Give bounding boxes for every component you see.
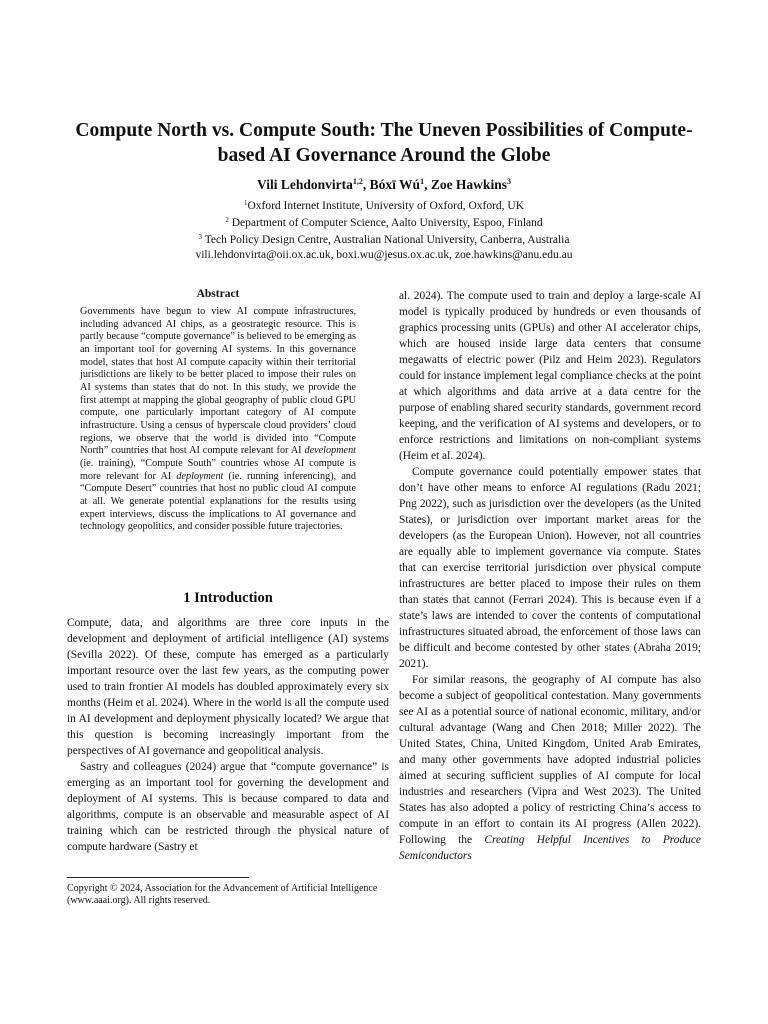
copyright-footnote: Copyright © 2024, Association for the Advancement of Artificial Intelligence (www.aaai.org). All rights reserved. [67,883,378,906]
affil-sup: 1 [243,199,248,207]
paragraph: al. 2024). The compute used to train and deploy a large-scale AI model is typically produced by hundreds or even thousands of graphics processing units (GPUs) and other AI accelerator chips, which are housed inside large data centers that consume megawatts of electric power (Pilz and Heim 2023). Regulators could for instance implement legal compliance checks at the point at which algorithms and data arrive at a data centre for the purpose of enabling shared security standards, government record keeping, and the verification of AI systems and developers, or to enforce restrictions and limitations on non-compliant systems (Heim et al. 2024). [399,290,701,462]
author-name: Vili Lehdonvirta [257,177,353,192]
affil-text: Department of Computer Science, Aalto University, Espoo, Finland [228,217,543,230]
abstract-text: (ie. running inferencing), and “Compute Desert” countries that host no public cloud AI compute at all. We generate potential explanations for the results using expert interviews, discuss the implications to AI governance and technology geopolitics, and consider possible future trajectories. [80,470,356,533]
abstract-emphasis: deployment [176,470,224,482]
abstract-body [80,306,356,534]
paragraph-text: For similar reasons, the geography of AI compute has also become a subject of geopolitical contestation. Many governments see AI as a potential source of national economic, military, and/or cultural advantage (Wang and Chen 2018; Miller 2022). The United States, China, United Kingdom, United Arab Emirates, and many other governments have adopted industrial policies aimed at securing sufficient supplies of AI compute for local industries and researchers (Vipra and West 2023). The United States has also adopted a policy of restricting China’s access to compute in an effort to contain its AI progress (Allen 2022). Following the [399,674,701,846]
affiliation-line [60,230,708,247]
affiliation-line [60,196,708,213]
right-column-body [399,288,701,864]
paragraph: Compute governance could potentially empower states that don’t have other means to enforce AI regulations (Radu 2021; Png 2022), such as jurisdiction over the developers (as the United States), or jurisdiction over important market areas for the developers (as the European Union). However, not all countries are equally able to implement governance via compute. States that can exercise territorial jurisdiction over physical compute infrastructures are better placed to impose their rules on them than states that cannot (Ferrari 2024). This is because even if a state’s laws are intended to cover the contents of computational infrastructures situated abroad, the enforcement of those laws can be difficult and become contested by other states (Abraha 2019; 2021). [399,466,701,670]
paragraph [399,672,701,864]
section-heading-introduction: 1 Introduction [183,590,273,606]
paragraph: Sastry and colleagues (2024) argue that “compute governance” is emerging as an important tool for governing the development and deployment of AI systems. This is because compared to data and algorithms, compute is an observable and measurable aspect of AI training which can be restricted through the physical nature of compute hardware (Sastry et [67,761,389,853]
abstract-emphasis: development [304,445,356,457]
footnote-rule [67,877,249,878]
author-affil-sup: 1,2 [352,177,363,186]
affil-text: Oxford Internet Institute, University of Oxford, Oxford, UK [247,200,525,212]
abstract-text: (ie. training), “Compute South” countries whose AI compute is more relevant for AI [80,457,356,482]
author-affil-sup: 3 [506,177,511,186]
abstract-text: Governments have begun to view AI compute infrastructures, including advanced AI chips, as a geostrategic resource. This is partly because “compute governance” is believed to be emerging as an important tool for governing AI systems. In this governance model, states that host AI compute capacity within their territorial jurisdictions are likely to be better placed to impose their rules on AI systems than states that do not. In this study, we provide the first attempt at mapping the global geography of public cloud GPU compute, one particularly important category of AI compute infrastructure. Using a census of hyperscale cloud providers’ cloud regions, we observe that the world is divided into “Compute North” countries that host AI compute relevant for AI [80,306,356,457]
paragraph: Compute, data, and algorithms are three core inputs in the development and deployment of artificial intelligence (AI) systems (Sevilla 2022). Of these, compute has emerged as a particularly important resource over the last few years, as the computing power used to train frontier AI models has doubled approximately every six months (Heim et al. 2024). Where in the world is all the compute used in AI development and deployment physically located? We argue that this question is becoming increasingly important from the perspectives of AI governance and geopolitical analysis. [67,617,389,757]
author-separator: , [362,177,370,192]
paper-title [60,118,708,168]
author-name: Bóxī Wú [369,177,421,192]
author-name: Zoe Hawkins [430,177,507,192]
paragraph-emphasis: Creating Helpful Incentives to Produce Semiconductors [399,834,701,862]
author-emails: vili.lehdonvirta@oii.ox.ac.uk, boxi.wu@jesus.ox.ac.uk, zoe.hawkins@anu.edu.au [195,248,573,261]
affil-sup: 3 [198,233,203,242]
abstract-heading: Abstract [196,288,240,300]
title-line-1: Compute North vs. Compute South: The Uneven Possibilities of Compute- [75,120,693,141]
author-separator: , [424,177,431,192]
title-line-2: based AI Governance Around the Globe [217,145,551,166]
author-list [60,177,708,193]
left-column-body [67,615,389,855]
affil-text: Tech Policy Design Centre, Australian National University, Canberra, Australia [202,234,570,247]
author-affil-sup: 1 [420,177,425,186]
affil-sup: 2 [225,216,229,225]
affiliation-line [60,213,708,230]
affiliations [60,196,708,262]
